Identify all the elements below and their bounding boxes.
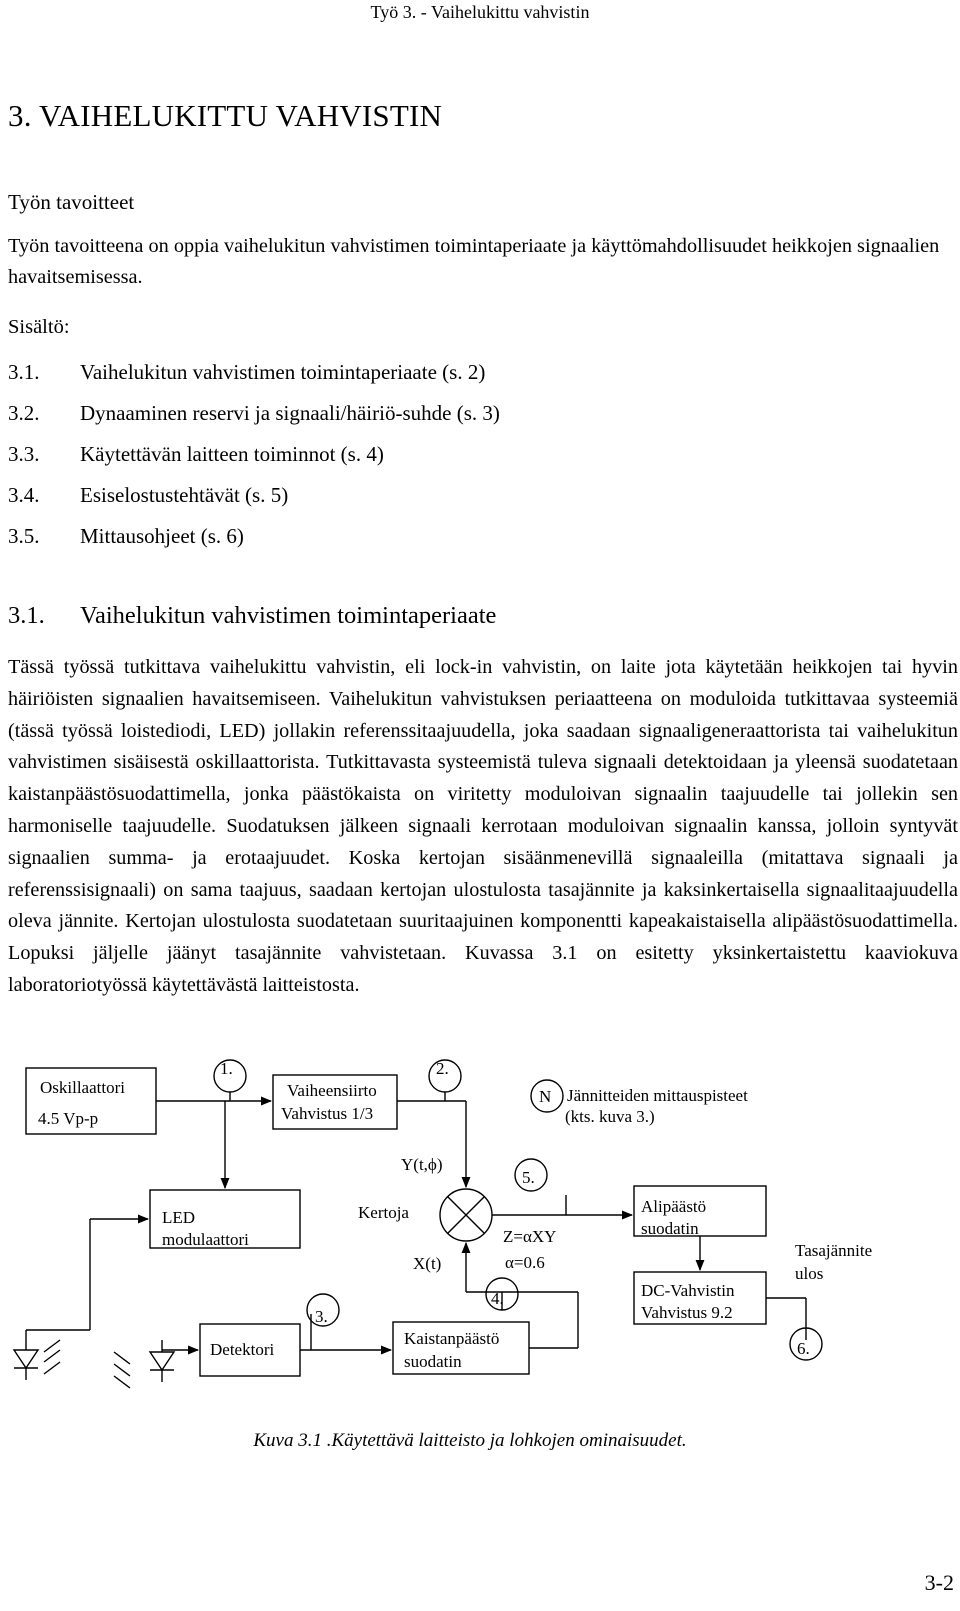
toc-item-label: Dynaaminen reservi ja signaali/häiriö-suhde (s. 3) xyxy=(80,401,500,425)
dc-amp-gain: Vahvistus 9.2 xyxy=(641,1303,733,1322)
led-diode-icon xyxy=(14,1350,38,1368)
y-signal-label: Y(t,ϕ) xyxy=(401,1155,443,1174)
point-label-2: 2. xyxy=(436,1059,449,1078)
dc-out-label: Tasajännite xyxy=(795,1241,873,1260)
section-heading xyxy=(8,602,496,630)
bandpass-label: Kaistanpäästö xyxy=(404,1329,500,1348)
toc-item-number: 3.3. xyxy=(8,442,40,466)
point-label-6: 6. xyxy=(797,1339,810,1358)
toc-item xyxy=(8,360,500,401)
figure-caption: Kuva 3.1 .Käytettävä laitteisto ja lohkojen ominaisuudet. xyxy=(253,1430,687,1451)
toc-heading: Sisältö: xyxy=(8,316,70,338)
dc-amp-label: DC-Vahvistin xyxy=(641,1281,735,1300)
point-label-4: 4. xyxy=(491,1289,504,1308)
dc-out-label-2: ulos xyxy=(795,1264,824,1283)
toc-item-label: Vaihelukitun vahvistimen toimintaperiaate (s. 2) xyxy=(80,360,486,384)
goals-heading: Työn tavoitteet xyxy=(8,190,135,214)
legend-text-2: (kts. kuva 3.) xyxy=(565,1107,655,1126)
toc-item-label: Käytettävän laitteen toiminnot (s. 4) xyxy=(80,442,384,466)
toc-item-number: 3.1. xyxy=(8,360,40,384)
point-label-1: 1. xyxy=(220,1059,233,1078)
toc-item xyxy=(8,524,500,565)
led-label-2: modulaattori xyxy=(162,1230,249,1249)
oscillator-label: Oskillaattori xyxy=(40,1078,125,1097)
bandpass-label-2: suodatin xyxy=(404,1352,462,1371)
goals-text: Työn tavoitteena on oppia vaihelukitun vahvistimen toimintaperiaate ja käyttömahdollisuudet heikkojen signaalien havaitsemisessa. xyxy=(8,235,940,288)
x-signal-label: X(t) xyxy=(413,1254,442,1273)
toc-item-number: 3.2. xyxy=(8,401,40,425)
toc-item xyxy=(8,483,500,524)
photodiode-icon xyxy=(150,1352,174,1370)
toc-item-label: Esiselostustehtävät (s. 5) xyxy=(80,483,289,507)
toc-item-number: 3.4. xyxy=(8,483,40,507)
toc-item xyxy=(8,401,500,442)
phase-shift-gain: Vahvistus 1/3 xyxy=(281,1104,374,1123)
point-label-5: 5. xyxy=(522,1168,535,1187)
page-header: Työ 3. - Vaihelukittu vahvistin xyxy=(370,2,590,22)
block-diagram xyxy=(0,1040,960,1420)
page-number: 3-2 xyxy=(924,1570,954,1595)
detector-label: Detektori xyxy=(210,1340,275,1359)
table-of-contents xyxy=(8,360,500,565)
toc-item xyxy=(8,442,500,483)
section-body: Tässä työssä tutkittava vaihelukittu vahvistin, eli lock-in vahvistin, on laite jota käytetään heikkojen tai hyvin häiriöisten signaalien havaitsemiseen. Vaihelukitun vahvistuksen periaatteena on moduloida tutkittavaa systeemiä (tässä työssä loistediodi, LED) jollakin referenssitaajuudella, joka saadaan signaaligeneraattorista tai vaihelukitun vahvistimen sisäisestä oskillaattorista. Tutkittavasta systeemistä tuleva signaali detektoidaan ja yleensä suodatetaan kaistanpäästösuodattimella, jonka päästökaista on viritetty moduloivan signaalin taajuudelle tai jollekin sen harmoniselle taajuudelle. Suodatuksen jälkeen signaali kerrotaan moduloivan signaalin kanssa, jolloin syntyvät signaalien summa- ja erotaajuudet. Koska kertojan sisäänmenevillä signaaleilla (mitattava signaali ja referenssisignaali) on sama taajuus, saadaan kertojan ulostulosta tasajännite ja kaksinkertaisella signaalitaajuudella oleva jännite. Kertojan ulostulosta suodatetaan suuritaajuinen komponentti kapeakaistaisella alipäästösuodattimella. Lopuksi jäljelle jäänyt tasajännite vahvistetaan. Kuvassa 3.1 on esitetty yksinkertaistettu kaaviokuva laboratoriotyössä käytettävästä laitteistosta. xyxy=(8,656,958,996)
point-label-3: 3. xyxy=(315,1307,328,1326)
legend-text-1: Jännitteiden mittauspisteet xyxy=(567,1086,748,1105)
section-number: 3.1. xyxy=(8,602,45,629)
formula-label: Z=αXY xyxy=(503,1227,557,1246)
toc-item-number: 3.5. xyxy=(8,524,40,548)
alpha-label: α=0.6 xyxy=(505,1253,545,1272)
oscillator-amplitude: 4.5 Vp-p xyxy=(38,1109,99,1128)
toc-item-label: Mittausohjeet (s. 6) xyxy=(80,524,244,548)
lowpass-label: Alipäästö xyxy=(641,1197,707,1216)
phase-shift-label: Vaiheensiirto xyxy=(287,1081,377,1100)
led-label: LED xyxy=(162,1208,196,1227)
legend-symbol: N xyxy=(539,1087,552,1106)
multiplier-label: Kertoja xyxy=(358,1203,409,1222)
section-title: Vaihelukitun vahvistimen toimintaperiaate xyxy=(80,602,497,629)
lowpass-label-2: suodatin xyxy=(641,1219,699,1238)
chapter-title: 3. VAIHELUKITTU VAHVISTIN xyxy=(8,98,443,133)
